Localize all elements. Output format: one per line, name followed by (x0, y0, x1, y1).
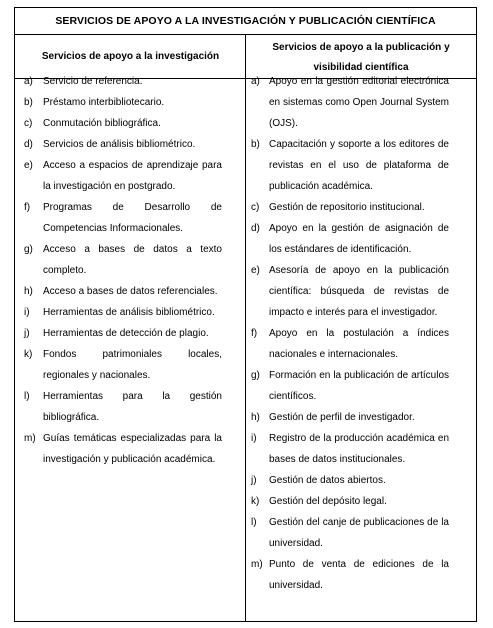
list-item (10, 239, 222, 281)
list-item-text: Conmutación bibliográfica. (43, 118, 161, 129)
list-item-marker: f) (24, 202, 31, 213)
list-item-text: Gestión del canje de publicaciones de la universidad. (269, 517, 449, 549)
list-item-text: Herramientas de detección de plagio. (43, 328, 209, 339)
list-item (10, 134, 222, 155)
list-item-marker: d) (24, 139, 33, 150)
list-item-marker: i) (24, 307, 30, 318)
list-item-marker: l) (24, 391, 30, 402)
list-item (10, 71, 222, 92)
list-item-text: Programas de Desarrollo de Competencias Informacionales. (43, 202, 222, 234)
list-item-marker: m) (24, 433, 36, 444)
list-item-marker: c) (251, 202, 260, 213)
list-item-marker: k) (24, 349, 33, 360)
research-services-list (10, 71, 222, 470)
list-item-text: Herramientas para la gestión bibliográfica. (43, 391, 222, 423)
list-item-text: Registro de la producción académica en bases de datos institucionales. (269, 433, 449, 465)
list-item-text: Formación en la publicación de artículos científicos. (269, 370, 449, 402)
list-item-text: Gestión del depósito legal. (269, 496, 387, 507)
list-item (245, 218, 449, 260)
list-item (245, 134, 449, 197)
left-column-header: Servicios de apoyo a la investigación (15, 35, 246, 79)
list-item-marker: j) (24, 328, 30, 339)
list-item-marker: b) (251, 139, 260, 150)
list-item-marker: e) (24, 160, 33, 171)
list-item (10, 155, 222, 197)
list-item (10, 113, 222, 134)
list-item-marker: h) (251, 412, 260, 423)
list-item-text: Acceso a bases de datos referenciales. (43, 286, 218, 297)
list-item-text: Acceso a espacios de aprendizaje para la investigación en postgrado. (43, 160, 222, 192)
list-item-text: Servicios de análisis bibliométrico. (43, 139, 196, 150)
list-item (10, 281, 222, 302)
list-item-text: Préstamo interbibliotecario. (43, 97, 165, 108)
list-item-marker: i) (251, 433, 257, 444)
list-item (10, 323, 222, 344)
list-item (245, 197, 449, 218)
list-item-text: Guías temáticas especializadas para la investigación y publicación académica. (43, 433, 222, 465)
list-item-text: Apoyo en la gestión de asignación de los estándares de identificación. (269, 223, 449, 255)
list-item-marker: l) (251, 517, 257, 528)
list-item (245, 407, 449, 428)
list-item-marker: g) (24, 244, 33, 255)
list-item-marker: a) (251, 76, 260, 87)
list-item-text: Punto de venta de ediciones de la universidad. (269, 559, 449, 591)
list-item (245, 554, 449, 596)
list-item-text: Acceso a bases de datos a texto completo. (43, 244, 222, 276)
list-item-marker: d) (251, 223, 260, 234)
list-item (10, 344, 222, 386)
list-item (10, 302, 222, 323)
right-column-header-line1: Servicios de apoyo a la publicación y (272, 42, 450, 53)
list-item (245, 365, 449, 407)
list-item (10, 428, 222, 470)
table-title: SERVICIOS DE APOYO A LA INVESTIGACIÓN Y PUBLICACIÓN CIENTÍFICA (15, 8, 476, 35)
list-item-text: Apoyo en la gestión editorial electrónica en sistemas como Open Journal System (OJS). (269, 76, 449, 129)
list-item-text: Herramientas de análisis bibliométrico. (43, 307, 215, 318)
list-item-text: Asesoría de apoyo en la publicación científica: búsqueda de revistas de impacto e interés para el investigador. (269, 265, 449, 318)
list-item (245, 470, 449, 491)
list-item (10, 386, 222, 428)
list-item-text: Gestión de perfil de investigador. (269, 412, 415, 423)
list-item-marker: b) (24, 97, 33, 108)
list-item (10, 197, 222, 239)
list-item (245, 260, 449, 323)
list-item-marker: g) (251, 370, 260, 381)
list-item-marker: e) (251, 265, 260, 276)
list-item-text: Fondos patrimoniales locales, regionales y nacionales. (43, 349, 222, 381)
list-item-marker: k) (251, 496, 260, 507)
publication-services-list (245, 71, 449, 596)
list-item-text: Servicio de referencia. (43, 76, 143, 87)
list-item (245, 323, 449, 365)
list-item (245, 71, 449, 134)
list-item-text: Gestión de datos abiertos. (269, 475, 386, 486)
list-item-marker: c) (24, 118, 33, 129)
list-item-marker: a) (24, 76, 33, 87)
list-item-text: Gestión de repositorio institucional. (269, 202, 425, 213)
list-item (245, 491, 449, 512)
right-column-header-line2: visibilidad científica (313, 62, 409, 73)
list-item-text: Capacitación y soporte a los editores de revistas en el uso de plataforma de publicación académica. (269, 139, 449, 192)
list-item-marker: f) (251, 328, 258, 339)
list-item (245, 512, 449, 554)
list-item-marker: j) (251, 475, 257, 486)
list-item-marker: h) (24, 286, 33, 297)
list-item-text: Apoyo en la postulación a índices nacionales e internacionales. (269, 328, 449, 360)
list-item-marker: m) (251, 559, 263, 570)
list-item (10, 92, 222, 113)
list-item (245, 428, 449, 470)
